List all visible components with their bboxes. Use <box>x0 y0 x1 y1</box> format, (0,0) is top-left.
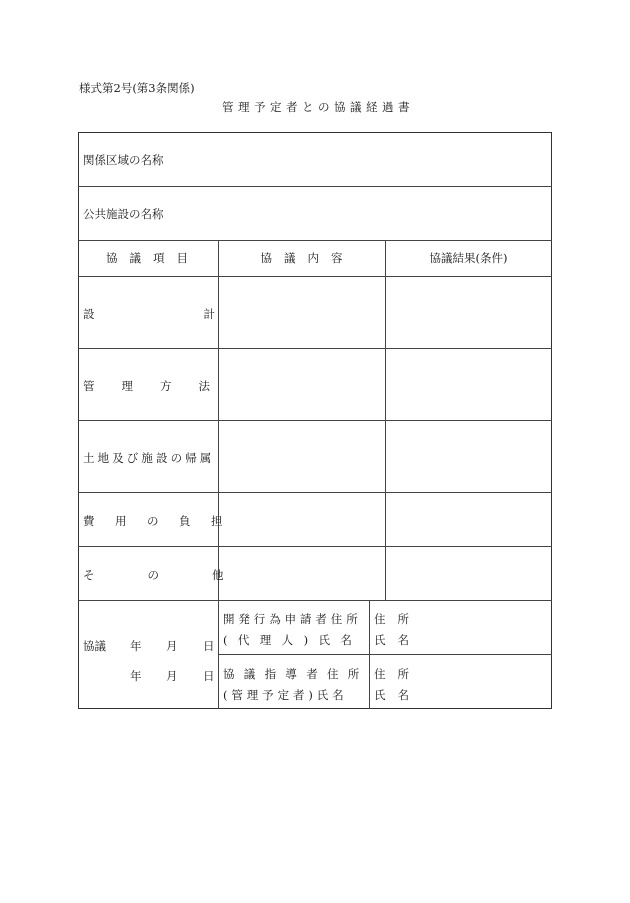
item-design <box>83 306 215 322</box>
date-month-1: 月 <box>166 639 178 653</box>
row-divider <box>218 654 552 655</box>
item-ownership: 土地及び施設の帰属 <box>83 451 215 465</box>
item-cost: 費用の負担 <box>83 514 243 528</box>
date-prefix: 協議 <box>83 639 106 653</box>
form-number: 様式第2号(第3条関係) <box>79 81 195 95</box>
column-divider <box>385 240 386 600</box>
coordinator-name-label: (管理予定者)氏名 <box>223 688 348 702</box>
column-divider <box>369 600 370 709</box>
row-divider <box>78 546 552 547</box>
item-design-label: 設 計 <box>83 307 215 321</box>
date-day-2: 日 <box>203 669 215 683</box>
item-management: 管理方法 <box>83 379 237 393</box>
row-divider <box>78 276 552 277</box>
header-result: 協議結果(条件) <box>429 251 508 265</box>
column-divider <box>218 240 219 709</box>
date-year-2: 年 <box>130 669 142 683</box>
row-divider <box>78 186 552 187</box>
applicant-address-field: 住所 <box>374 612 421 626</box>
header-item: 協議項目 <box>106 251 200 265</box>
header-content: 協議内容 <box>260 251 355 265</box>
applicant-address-label: 開発行為申請者住所 <box>223 612 362 626</box>
date-day-1: 日 <box>203 639 215 653</box>
applicant-name-field: 氏名 <box>374 633 421 647</box>
facility-name-label: 公共施設の名称 <box>83 207 164 221</box>
item-other: その他 <box>83 568 277 582</box>
date-year-1: 年 <box>130 639 142 653</box>
row-divider <box>78 600 552 601</box>
applicant-name-label: (代理人)氏名 <box>223 633 363 647</box>
row-divider <box>78 492 552 493</box>
date-month-2: 月 <box>166 669 178 683</box>
date-label-1 <box>83 638 106 654</box>
coordinator-address-field: 住所 <box>374 667 421 681</box>
coordinator-address-label: 協議指導者住所 <box>223 667 369 681</box>
area-name-label: 関係区域の名称 <box>83 153 164 167</box>
page-title: 管理予定者との協議経過書 <box>222 100 414 114</box>
row-divider <box>78 420 552 421</box>
coordinator-name-field: 氏名 <box>374 688 421 702</box>
row-divider <box>78 348 552 349</box>
